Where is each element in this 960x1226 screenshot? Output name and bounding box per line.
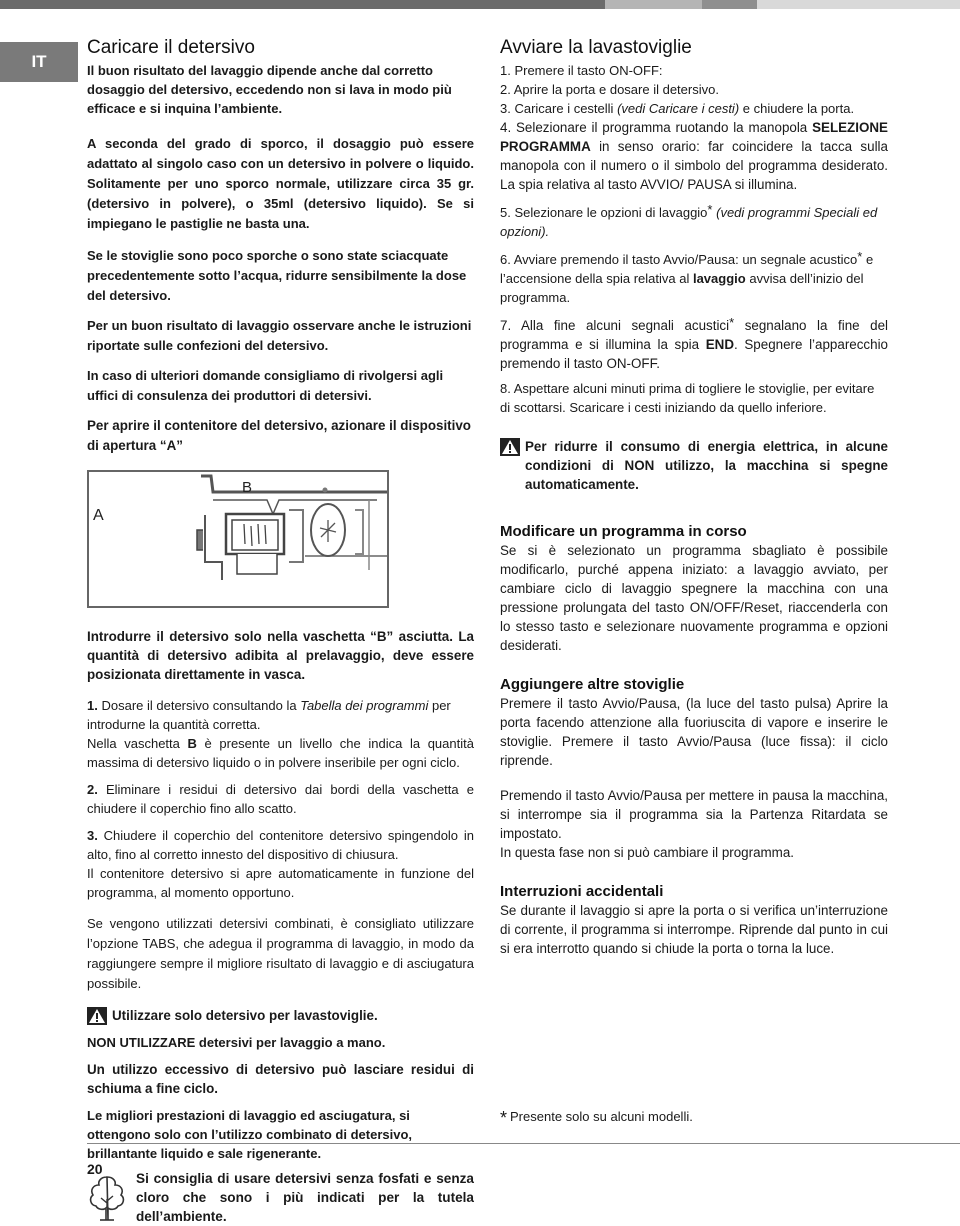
start-step-1: 1. Premere il tasto ON-OFF: — [500, 63, 663, 78]
start-step-5-text: 5. Selezionare le opzioni di lavaggio — [500, 205, 708, 220]
paragraph-dosage: A seconda del grado di sporco, il dosaggio può essere adattato al singolo caso con un detersivo in polvere o liquido. Solitamente per uno sporco normale, utilizzare circa 35 gr. (detersivo in polvere), o 35ml (detersivo liquido). Se si impiegano le pastiglie ne basta una. — [87, 136, 474, 231]
warning-text-3: Un utilizzo eccessivo di detersivo può lasciare residui di schiuma a fine ciclo. — [87, 1062, 474, 1096]
add-text-3: In questa fase non si può cambiare il programma. — [500, 845, 795, 860]
warning-text-2: NON UTILIZZARE detersivi per lavaggio a mano. — [87, 1035, 386, 1050]
warning-text-4: Le migliori prestazioni di lavaggio ed asciugatura, si ottengono solo con l’utilizzo combinato di detersivo, brillantante liquido e sale rigenerante. — [87, 1108, 412, 1161]
footnote-star: * — [729, 315, 735, 330]
heading-interruptions: Interruzioni accidentali — [500, 883, 664, 900]
warning-icon — [500, 438, 520, 456]
step-3-text: Chiudere il coperchio del contenitore detersivo spingendolo in alto, fino al corretto innesto del dispositivo di chiusura. — [87, 828, 474, 862]
paragraph-tabs-option: Se vengono utilizzati detersivi combinati, è consigliato utilizzare l’opzione TABS, che adegua il programma di lavaggio, in modo da raggiungere sempre il migliore risultato di lavaggio e di asciugatura possibile. — [87, 916, 474, 991]
start-step-4 — [500, 118, 888, 194]
step-1-detail-text: Nella vaschetta — [87, 736, 180, 751]
top-bar-dark — [0, 0, 605, 9]
footnote-text: Presente solo su alcuni modelli. — [510, 1109, 693, 1124]
start-step-4-text: 4. Selezionare il programma ruotando la manopola — [500, 120, 808, 135]
top-bar-mid2 — [702, 0, 757, 9]
eco-text: Si consiglia di usare detersivi senza fosfati e senza cloro che sono i più indicati per la tutela dell’ambiente. — [136, 1171, 474, 1224]
paragraph-instructions: Per un buon risultato di lavaggio osservare anche le istruzioni riportate sulle confezioni del detersivo. — [87, 318, 472, 353]
start-step-6 — [500, 247, 888, 307]
bottom-divider — [87, 1143, 960, 1144]
start-step-6-text: 6. Avviare premendo il tasto Avvio/Pausa: un segnale acustico — [500, 252, 858, 267]
top-bar-mid — [605, 0, 702, 9]
paragraph-dry-tray: Introdurre il detersivo solo nella vaschetta “B” asciutta. La quantità di detersivo adibita al prelavaggio, deve essere posizionata direttamente in vasca. — [87, 629, 474, 682]
language-tab: IT — [0, 42, 78, 82]
paragraph-low-dirt: Se le stoviglie sono poco sporche o sono state sciacquate precedentemente sotto l’acqua, ridurre sensibilmente la dose del detersivo. — [87, 248, 467, 303]
intro-text: Il buon risultato del lavaggio dipende anche dal corretto dosaggio del detersivo, eccedendo non si lava in modo più efficace e si inquina l’ambiente. — [87, 63, 452, 116]
start-step-2: 2. Aprire la porta e dosare il detersivo. — [500, 82, 719, 97]
step-1-detail-end: è presente un livello che indica la quantità massima di detersivo liquido o in polvere inseribile per ogni ciclo. — [87, 736, 474, 770]
step-1-detail — [87, 734, 474, 772]
footnote-star: * — [500, 1108, 508, 1128]
top-bar-light — [757, 0, 960, 9]
diagram-label-a: A — [93, 507, 104, 524]
section-title-detersivo: Caricare il detersivo — [87, 37, 255, 58]
start-step-7 — [500, 313, 888, 373]
start-step-5-ref: (vedi programmi Speciali ed opzioni). — [500, 205, 878, 239]
start-step-8: 8. Aspettare alcuni minuti prima di togliere le stoviglie, per evitare di scottarsi. Scaricare i cesti iniziando da quello inferiore. — [500, 381, 875, 415]
start-step-3-end: e chiudere la porta. — [742, 101, 855, 116]
detergent-dispenser-diagram — [87, 470, 389, 610]
warning-text-1: Utilizzare solo detersivo per lavastoviglie. — [112, 1008, 378, 1023]
start-step-4-end: in senso orario: far coincidere la tacca sulla manopola con il numero o il simbolo del programma desiderato. La spia relativa al tasto AVVIO/ PAUSA si illumina. — [500, 139, 888, 192]
step-1-text-end: per introdurne la quantità corretta. — [87, 698, 451, 732]
footnote — [500, 1108, 693, 1129]
start-step-6-mid: e l’accensione della spia relativa al — [500, 252, 874, 286]
interrupt-text: Se durante il lavaggio si apre la porta o si verifica un’interruzione di corrente, il programma si interrompe. Riprende dal punto in cui si era interrotto quando si chiude la porta o torna la luce. — [500, 903, 888, 956]
start-step-3-text: 3. Caricare i cestelli — [500, 101, 614, 116]
paragraph-open-container: Per aprire il contenitore del detersivo, azionare il dispositivo di apertura “A” — [87, 418, 471, 453]
top-bar — [0, 0, 960, 9]
start-step-7-end: . Spegnere l’apparecchio premendo il tasto ON-OFF. — [500, 337, 888, 371]
step-1-number: 1. — [87, 698, 98, 713]
start-step-3 — [500, 99, 888, 118]
step-2-text: Eliminare i residui di detersivo dai bordi della vaschetta e chiudere il coperchio fino allo scatto. — [87, 782, 474, 816]
footnote-star: * — [707, 202, 713, 217]
diagram-label-b: B — [242, 479, 253, 496]
heading-add-dishes: Aggiungere altre stoviglie — [500, 676, 685, 693]
warning-icon — [87, 1007, 107, 1025]
step-1-link-ref: Tabella dei programmi — [300, 698, 429, 713]
paragraph-questions: In caso di ulteriori domande consigliamo di rivolgersi agli uffici di consulenza dei produttori di detersivi. — [87, 368, 444, 403]
start-step-7-text: 7. Alla fine alcuni segnali acustici — [500, 318, 730, 333]
energy-warning — [500, 437, 888, 494]
heading-modify-program: Modificare un programma in corso — [500, 523, 747, 540]
step-3-detail: Il contenitore detersivo si apre automaticamente in funzione del programma, al momento opportuno. — [87, 866, 474, 900]
start-step-7-mid: segnalano la fine del programma e si illumina la spia — [500, 318, 888, 352]
step-2 — [87, 780, 474, 818]
start-step-6-bold: lavaggio — [692, 271, 746, 286]
modify-text: Se si è selezionato un programma sbagliato è possibile modificarlo, purché appena iniziato: a lavaggio avviato, per cambiare ciclo di lavaggio spegnere la macchina con una pressione prolungata del tasto ON/OFF/Reset, riaccenderla con lo stesso tasto e selezionare nuovamente programma e opzioni desiderati. — [500, 543, 888, 653]
start-step-6-end: avvisa dell’inizio del programma. — [500, 271, 864, 305]
start-step-7-bold: END — [705, 337, 735, 352]
step-2-number: 2. — [87, 782, 98, 797]
start-step-5 — [500, 200, 888, 241]
step-1 — [87, 696, 474, 734]
add-text-2: Premendo il tasto Avvio/Pausa per mettere in pausa la macchina, si interrompe sia il programma sia la Partenza Ritardata se impostato. — [500, 788, 888, 841]
step-3-number: 3. — [87, 828, 98, 843]
left-column — [87, 36, 474, 1226]
page-number: 20 — [87, 1161, 103, 1177]
right-column — [500, 36, 888, 958]
eco-note — [87, 1169, 474, 1226]
add-text-1: Premere il tasto Avvio/Pausa, (la luce del tasto pulsa) Aprire la porta facendo attenzione alla fuoriuscita di vapore e inserire le stoviglie. Premere il tasto Avvio/Pausa (luce fissa): il ciclo riprende. — [500, 696, 888, 768]
start-step-3-ref: (vedi Caricare i cesti) — [617, 101, 740, 116]
step-1-text: Dosare il detersivo consultando la — [101, 698, 297, 713]
tree-icon — [87, 1173, 127, 1223]
section-title-avviare: Avviare la lavastoviglie — [500, 37, 692, 58]
warning-dishwasher-detergent — [87, 1006, 474, 1025]
energy-warning-text: Per ridurre il consumo di energia elettrica, in alcune condizioni di NON utilizzo, la macchina si spegne automaticamente. — [525, 439, 888, 492]
step-1-detail-bold: B — [187, 736, 197, 751]
start-step-4-bold: SELEZIONE PROGRAMMA — [500, 120, 888, 154]
footnote-star: * — [857, 249, 863, 264]
step-3 — [87, 826, 474, 864]
